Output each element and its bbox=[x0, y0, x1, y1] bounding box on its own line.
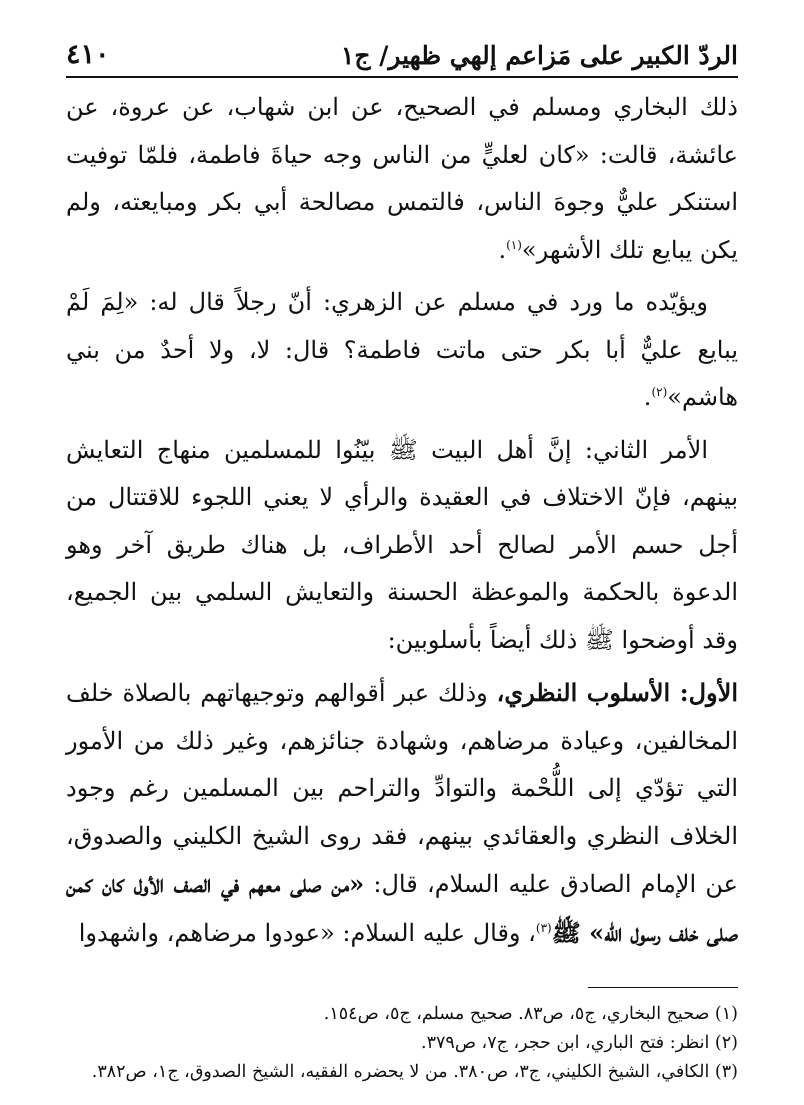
body-text bbox=[66, 84, 738, 957]
footnote-ref-3: (٣) bbox=[535, 920, 552, 935]
paragraph-1 bbox=[66, 84, 738, 274]
book-page bbox=[66, 26, 738, 1087]
footnote-2: (٢) انظر: فتح الباري، ابن حجر، ج٧، ص٣٧٩. bbox=[421, 1033, 738, 1053]
footnote-3: (٣) الكافي، الشيخ الكليني، ج٣، ص٣٨٠. من لا يحضره الفقيه، الشيخ الصدوق، ج١، ص٣٨٢. bbox=[91, 1062, 738, 1082]
paragraph-1-text: ذلك البخاري ومسلم في الصحيح، عن ابن شهاب، عن عروة، عن عائشة، قالت: «كان لعليٍّ من الناس وجه حياةَ فاطمة، فلمّا توفيت استنكر عليٌّ وجوهَ الناس، فالتمس مصالحة أبي بكر ومبايعته، ولم يكن يبايع تلك الأشهر» bbox=[66, 93, 738, 264]
footnote-ref-2: (٢) bbox=[651, 385, 668, 399]
paragraph-4-end: ، وقال عليه السلام: «عودوا مرضاهم، واشهدوا bbox=[78, 918, 536, 947]
page-header bbox=[66, 26, 738, 78]
paragraph-2-end: . bbox=[643, 383, 652, 411]
paragraph-4-text: وذلك عبر أقوالهم وتوجيهاتهم بالصلاة خلف المخالفين، وعيادة مرضاهم، وشهادة جنائزهم، وغير ذلك من الأمور التي تؤدّي إلى اللُّحْمة والتوادِّ والتراحم بين المسلمين رغم وجود الخلاف النظري والعقائدي بينهم، فقد روى الشيخ الكليني والصدوق، عن الإمام الصادق عليه السلام، قال: bbox=[66, 679, 738, 898]
footnote-1: (١) صحيح البخاري، ج٥، ص٨٣. صحيح مسلم، ج٥، ص١٥٤. bbox=[323, 1004, 738, 1024]
hadith-quote: «من صلى معهم في الصف الأول كان كمن صلى خلف رسول الله» ﷺ bbox=[66, 869, 738, 947]
paragraph-4 bbox=[66, 669, 738, 957]
paragraph-1-end: . bbox=[498, 235, 507, 264]
section-lead: الأول: الأسلوب النظري، bbox=[496, 678, 738, 707]
paragraph-2-text: ويؤيّده ما ورد في مسلم عن الزهري: أنّ رجلاً قال له: «لِمَ لَمْ يبايع عليٌّ أبا بكر حتى ماتت فاطمة؟ قال: لا، ولا أحدٌ من بني هاشم» bbox=[66, 288, 738, 411]
page-number: ٤١٠ bbox=[66, 39, 110, 70]
paragraph-2 bbox=[66, 279, 738, 422]
footnotes bbox=[66, 1000, 738, 1087]
footnote-ref-1: (١) bbox=[506, 237, 522, 252]
running-title: الردّ الكبير على مَزاعم إلهي ظهير/ ج١ bbox=[340, 41, 738, 70]
paragraph-3: الأمر الثاني: إنَّ أهل البيت ﷺ بيّنُوا للمسلمين منهاج التعايش بينهم، فإنّ الاختلاف في العقيدة والرأي لا يعني اللجوء للاقتتال من أجل حسم الأمر لصالح أحد الأطراف، بل هناك طريق آخر وهو الدعوة بالحكمة والموعظة الحسنة والتعايش السلمي بين الجميع، وقد أوضحوا ﷺ ذلك أيضاً بأسلوبين: bbox=[66, 435, 738, 654]
footnote-separator bbox=[588, 987, 738, 988]
